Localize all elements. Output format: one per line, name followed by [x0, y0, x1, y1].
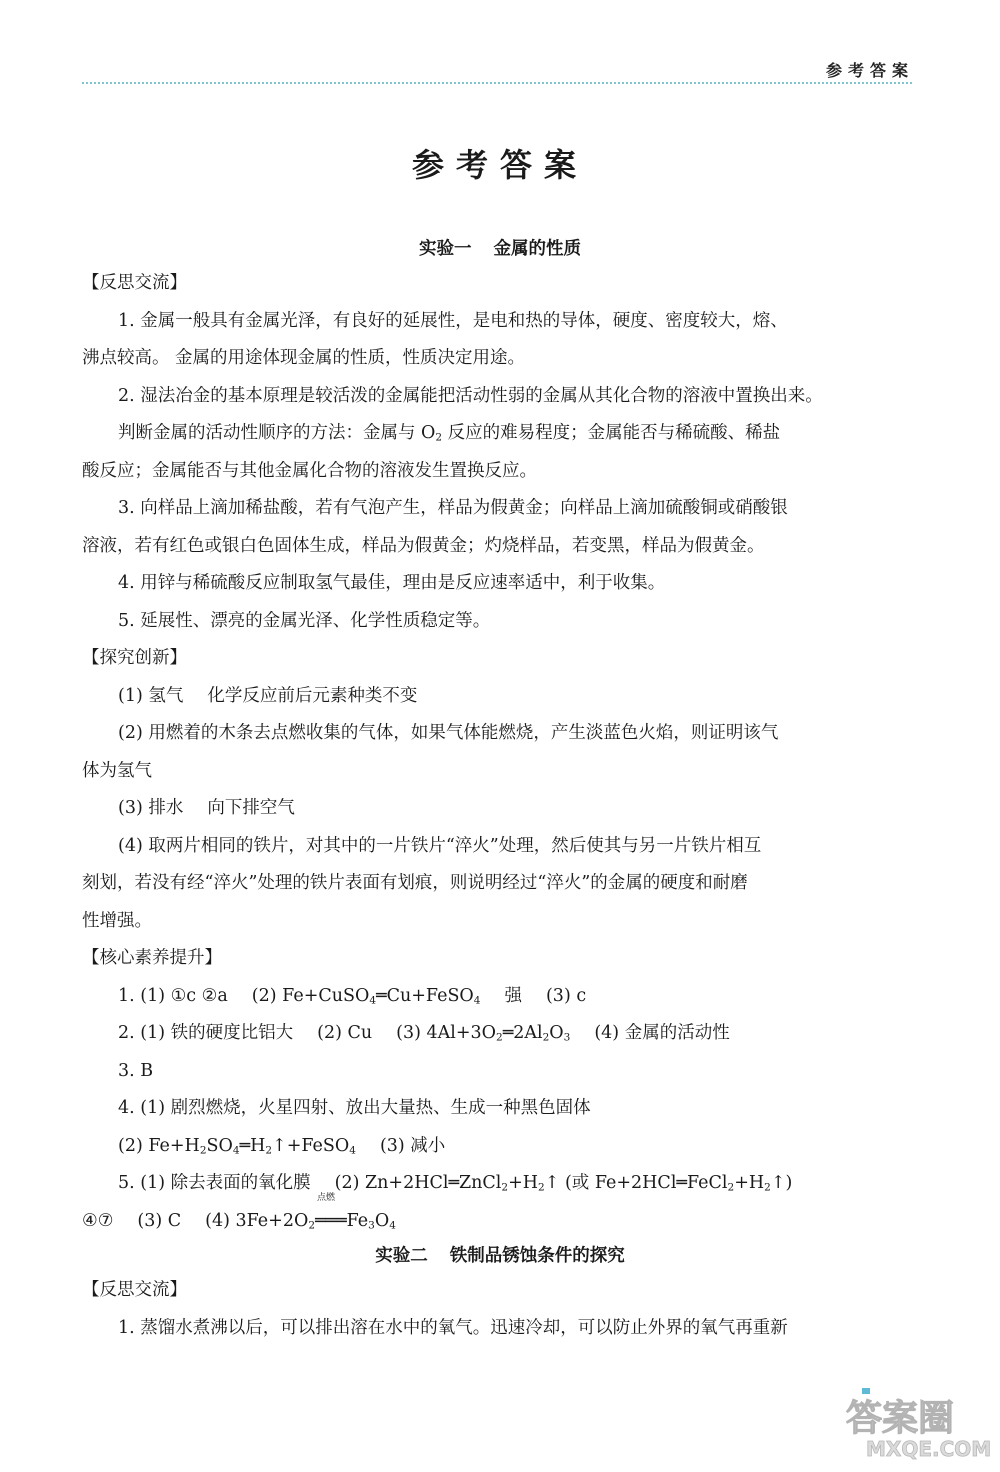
answer-line: (2) 用燃着的木条去点燃收集的气体，如果气体能燃烧，产生淡蓝色火焰，则证明该气: [118, 723, 779, 743]
answer-line: 酸反应；金属能否与其他金属化合物的溶液发生置换反应。: [82, 460, 537, 481]
answer-line: 刻划，若没有经“淬火”处理的铁片表面有划痕，则说明经过“淬火”的金属的硬度和耐磨: [82, 873, 748, 893]
svg-text:答案圈: 答案圈: [846, 1398, 955, 1439]
answer-line: 性增强。: [82, 910, 152, 931]
svg-text:MXQE.COM: MXQE.COM: [866, 1437, 992, 1461]
answer-line: 判断金属的活动性顺序的方法：金属与 $O_2$ 反应的难易程度；金属能否与稀硫酸、稀盐: [118, 423, 781, 444]
answer-line: 5. (1) 除去表面的氧化膜 (2) $Zn+2HCl═ZnCl_2+H_2↑$ (或 $Fe+2HCl═FeCl_2+H_2↑$): [118, 1173, 793, 1194]
answer-line: (1) 氢气 化学反应前后元素种类不变: [118, 685, 418, 706]
reflect-heading: 【反思交流】: [82, 273, 187, 293]
answer-line: (4) 取两片相同的铁片，对其中的一片铁片“淬火”处理，然后使其与另一片铁片相互: [118, 835, 762, 856]
header-rule: [82, 82, 912, 84]
section-title-experiment-2: 实验二 铁制品锈蚀条件的探究: [375, 1246, 625, 1266]
answer-line: 5. 延展性、漂亮的金属光泽、化学性质稳定等。: [118, 610, 491, 631]
section-title-experiment-1: 实验一 金属的性质: [419, 239, 581, 259]
running-header: 参考答案: [825, 61, 914, 80]
page-content: [82, 233, 918, 1347]
page-title: 参考答案: [411, 146, 588, 184]
answer-line: 1. 金属一般具有金属光泽，有良好的延展性，是电和热的导体，硬度、密度较大，熔、: [118, 310, 788, 331]
answer-line: 4. 用锌与稀硫酸反应制取氢气最佳，理由是反应速率适中，利于收集。: [118, 573, 666, 593]
answer-line: 2. 湿法冶金的基本原理是较活泼的金属能把活动性弱的金属从其化合物的溶液中置换出来。: [118, 385, 823, 406]
explore-heading: 【探究创新】: [82, 648, 187, 668]
watermark-logo: [836, 1382, 992, 1462]
answer-line: 体为氢气: [82, 760, 152, 781]
answer-line: 3. 向样品上滴加稀盐酸，若有气泡产生，样品为假黄金；向样品上滴加硫酸铜或硝酸银: [118, 498, 788, 518]
answer-line: 沸点较高。 金属的用途体现金属的性质，性质决定用途。: [82, 348, 526, 368]
answer-line: 1. 蒸馏水煮沸以后，可以排出溶在水中的氧气。迅速冷却，可以防止外界的氧气再重新: [118, 1317, 788, 1338]
core-heading: 【核心素养提升】: [82, 948, 222, 968]
answer-line: ④⑦ (3) C (4) $3Fe+2O_2$ 点燃 $═══Fe_3O_4$: [82, 1192, 396, 1232]
reflect-heading: 【反思交流】: [82, 1280, 187, 1300]
answer-line: 溶液，若有红色或银白色固体生成，样品为假黄金；灼烧样品，若变黑，样品为假黄金。: [82, 535, 765, 556]
answer-line: 2. (1) 铁的硬度比铝大 (2) Cu (3) $4Al+3O_2═2Al_2O_3$ (4) 金属的活动性: [118, 1023, 730, 1044]
answer-line: (3) 排水 向下排空气: [118, 798, 295, 818]
answer-line: 4. (1) 剧烈燃烧，火星四射、放出大量热、生成一种黑色固体: [118, 1098, 591, 1118]
answer-line: (2) $Fe+H_2SO_4═H_2↑+FeSO_4$ (3) 减小: [118, 1135, 446, 1157]
answer-line: 1. (1) ①c ②a (2) Fe+CuSO$_4$═Cu+FeSO$_4$ 强 (3) c: [118, 985, 587, 1007]
answer-line: 3. B: [118, 1060, 154, 1081]
